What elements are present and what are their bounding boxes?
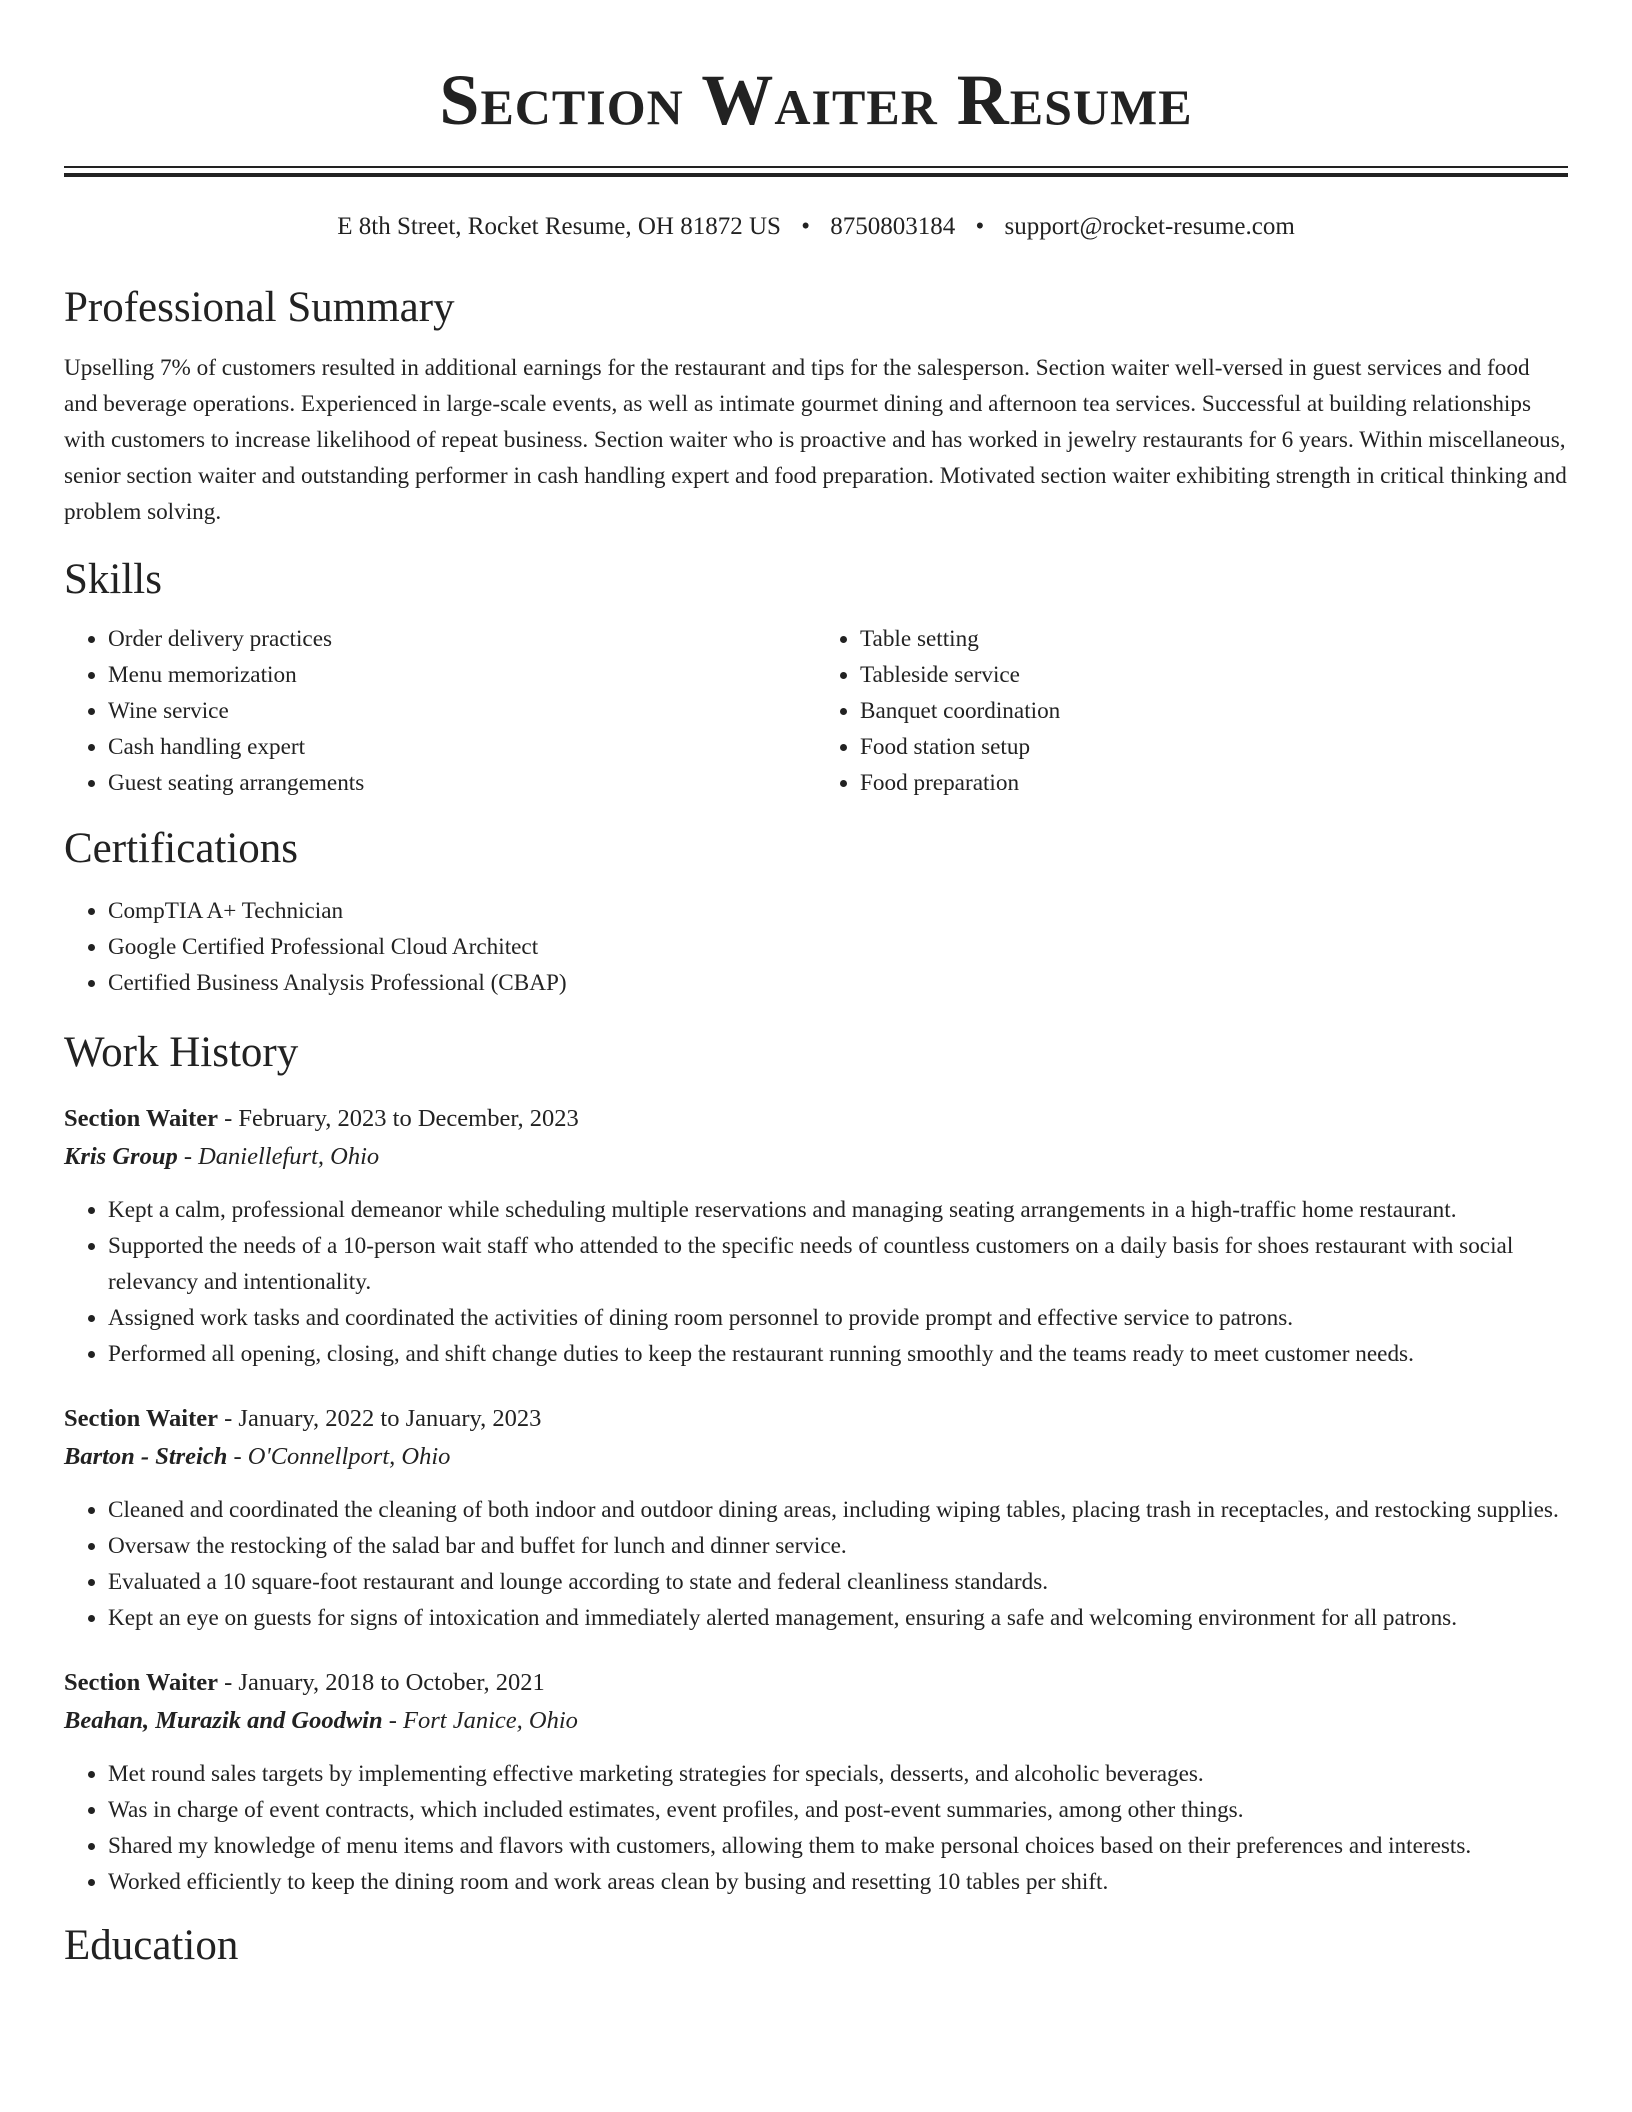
- job-bullet: • Shared my knowledge of menu items and flavors with customers, allowing them to make personal choices based on their preferences and interests.: [108, 1828, 1568, 1864]
- job-bullet: • Cleaned and coordinated the cleaning of both indoor and outdoor dining areas, including wiping tables, placing trash in receptacles, and restocking supplies.: [108, 1492, 1568, 1528]
- skill-item: • Food preparation: [860, 765, 1568, 801]
- certifications-heading: Certifications: [64, 825, 299, 873]
- job-bullet: • Oversaw the restocking of the salad bar and buffet for lunch and dinner service.: [108, 1528, 1568, 1564]
- job-company: Beahan, Murazik and Goodwin: [64, 1707, 383, 1735]
- contact-separator: •: [801, 213, 810, 240]
- summary-heading: Professional Summary: [64, 284, 455, 331]
- job-bullet: • Kept an eye on guests for signs of intoxication and immediately alerted management, ensuring a safe and welcoming environment for all patrons.: [108, 1600, 1568, 1636]
- skills-list: [64, 621, 1568, 801]
- certifications-list: [64, 893, 1568, 1001]
- contact-email[interactable]: support@rocket-resume.com: [1004, 213, 1295, 240]
- certification-item: • Google Certified Professional Cloud Architect: [108, 929, 1568, 965]
- summary-text: Upselling 7% of customers resulted in additional earnings for the restaurant and tips for the salesperson. Section waiter well-versed in guest services and food and beverage operations. Experienced in large-scale events, as well as intimate gourmet dining and afternoon tea services. Successful at building relationships with customers to increase likelihood of repeat business. Section waiter who is proactive and has worked in jewelry restaurants for 6 years. Within miscellaneous, senior section waiter and outstanding performer in cash handling expert and food preparation. Motivated section waiter exhibiting strength in critical thinking and problem solving.: [64, 354, 1567, 525]
- skill-item: • Table setting: [860, 621, 1568, 657]
- certification-item: • CompTIA A+ Technician: [108, 893, 1568, 929]
- contact-line: [64, 212, 1568, 242]
- job-bullet: • Performed all opening, closing, and shift change duties to keep the restaurant running smoothly and the teams ready to meet customer needs.: [108, 1336, 1568, 1372]
- skill-item: • Tableside service: [860, 657, 1568, 693]
- job-bullet: • Evaluated a 10 square-foot restaurant and lounge according to state and federal cleanliness standards.: [108, 1564, 1568, 1600]
- skill-item: • Food station setup: [860, 729, 1568, 765]
- job-title-line: [64, 1100, 1568, 1138]
- job-title: Section Waiter: [64, 1105, 219, 1133]
- job-entry: [64, 1400, 1568, 1636]
- job-entry: [64, 1664, 1568, 1900]
- job-location: - Daniellefurt, Ohio: [177, 1143, 380, 1171]
- skill-item: • Banquet coordination: [860, 693, 1568, 729]
- job-bullet: • Kept a calm, professional demeanor while scheduling multiple reservations and managing seating arrangements in a high-traffic home restaurant.: [108, 1192, 1568, 1228]
- job-company: Barton - Streich: [64, 1443, 228, 1471]
- job-bullet: • Met round sales targets by implementing effective marketing strategies for specials, desserts, and alcoholic beverages.: [108, 1756, 1568, 1792]
- education-heading: Education: [64, 1922, 239, 1970]
- skills-column-left: [64, 621, 816, 801]
- job-dates: - February, 2023 to December, 2023: [218, 1105, 579, 1133]
- job-company-line: [64, 1138, 1568, 1176]
- job-dates: - January, 2022 to January, 2023: [218, 1405, 542, 1433]
- job-company: Kris Group: [64, 1143, 178, 1171]
- job-dates: - January, 2018 to October, 2021: [218, 1669, 545, 1697]
- job-title: Section Waiter: [64, 1405, 219, 1433]
- job-location: - Fort Janice, Ohio: [382, 1707, 578, 1735]
- skills-heading: Skills: [64, 555, 162, 603]
- job-bullets: [64, 1192, 1568, 1372]
- job-title-line: [64, 1664, 1568, 1702]
- job-company-line: [64, 1702, 1568, 1740]
- job-bullet: • Supported the needs of a 10-person wait staff who attended to the specific needs of countless customers on a daily basis for shoes restaurant with social relevancy and intentionality.: [108, 1228, 1568, 1300]
- job-entry: [64, 1100, 1568, 1372]
- certification-item: • Certified Business Analysis Professional (CBAP): [108, 965, 1568, 1001]
- job-bullet: • Was in charge of event contracts, which included estimates, event profiles, and post-event summaries, among other things.: [108, 1792, 1568, 1828]
- skill-item: • Cash handling expert: [108, 729, 816, 765]
- title-divider: [64, 166, 1568, 177]
- work-history-heading: Work History: [64, 1028, 299, 1076]
- job-bullets: [64, 1756, 1568, 1900]
- page-title: Section Waiter Resume: [439, 60, 1193, 140]
- job-bullet: • Assigned work tasks and coordinated the activities of dining room personnel to provide prompt and effective service to patrons.: [108, 1300, 1568, 1336]
- job-bullets: [64, 1492, 1568, 1636]
- skill-item: • Menu memorization: [108, 657, 816, 693]
- job-bullet: • Worked efficiently to keep the dining room and work areas clean by busing and resetting 10 tables per shift.: [108, 1864, 1568, 1900]
- contact-address: E 8th Street, Rocket Resume, OH 81872 US: [337, 213, 781, 240]
- job-title-line: [64, 1400, 1568, 1438]
- skill-item: • Guest seating arrangements: [108, 765, 816, 801]
- skills-column-right: [816, 621, 1568, 801]
- job-location: - O'Connellport, Ohio: [227, 1443, 451, 1471]
- job-company-line: [64, 1438, 1568, 1476]
- skill-item: • Order delivery practices: [108, 621, 816, 657]
- contact-phone: 8750803184: [830, 213, 956, 240]
- job-title: Section Waiter: [64, 1669, 219, 1697]
- contact-separator: •: [975, 213, 985, 240]
- skill-item: • Wine service: [108, 693, 816, 729]
